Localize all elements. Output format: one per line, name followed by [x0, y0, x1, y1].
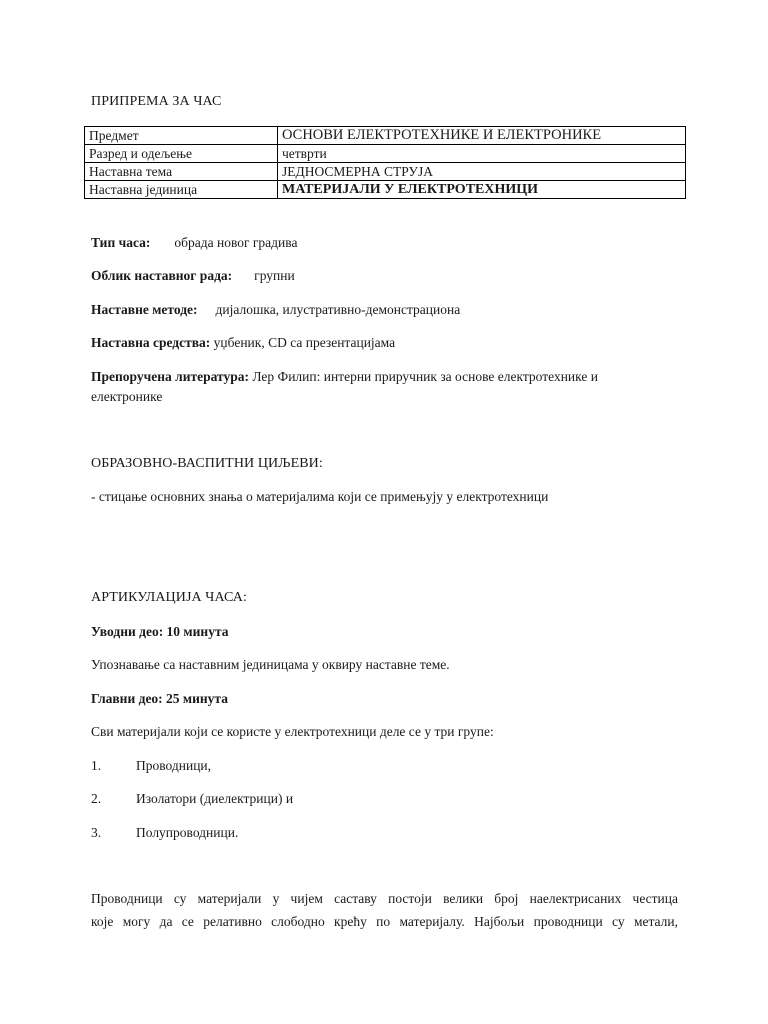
- goals-item: - стицање основних знања о материјалима који се примењују у електротехници: [91, 489, 549, 504]
- table-value: МАТЕРИЈАЛИ У ЕЛЕКТРОТЕХНИЦИ: [278, 181, 686, 199]
- table-value: ОСНОВИ ЕЛЕКТРОТЕХНИКЕ И ЕЛЕКТРОНИКЕ: [278, 127, 686, 145]
- conductors-paragraph-line: које могу да се релативно слободно крећу по материјалу. Најбољи проводници су метали,: [91, 914, 678, 929]
- table-row: [85, 181, 686, 199]
- field-value: дијалошка, илустративно-демонстрациона: [215, 302, 461, 317]
- field-teaching-tools: [91, 335, 395, 351]
- field-label: Тип часа:: [91, 235, 151, 250]
- intro-part-text: Упознавање са наставним јединицама у оквиру наставне теме.: [91, 657, 450, 672]
- field-label: Наставне методе:: [91, 302, 198, 317]
- goals-heading: ОБРАЗОВНО-ВАСПИТНИ ЦИЉЕВИ:: [91, 456, 323, 471]
- main-part-text: Сви материјали који се користе у електротехници деле се у три групе:: [91, 724, 494, 739]
- table-value: четврти: [278, 145, 686, 163]
- field-teaching-methods: [91, 302, 460, 318]
- list-item: Изолатори (диелектрици) и: [136, 791, 294, 806]
- field-lesson-type: [91, 235, 297, 251]
- field-label: Наставна средства:: [91, 335, 211, 350]
- list-item: Проводници,: [136, 758, 212, 773]
- table-label: Наставна јединица: [85, 181, 278, 199]
- list-item-number: 1.: [91, 758, 102, 773]
- table-label: Наставна тема: [85, 163, 278, 181]
- table-row: [85, 127, 686, 145]
- table-row: [85, 145, 686, 163]
- field-literature: [91, 369, 598, 385]
- list-item: Полупроводници.: [136, 825, 239, 840]
- field-value: обрада новог градива: [174, 235, 298, 250]
- table-label: Предмет: [85, 127, 278, 145]
- conductors-paragraph-line: Проводници су материјали у чијем саставу постоји велики број наелектрисаних честица: [91, 891, 678, 906]
- field-label: Препоручена литература:: [91, 369, 249, 384]
- table-row: [85, 163, 686, 181]
- field-value: групни: [254, 268, 295, 283]
- document-title: ПРИПРЕМА ЗА ЧАС: [91, 94, 222, 109]
- main-part-title: Главни део: 25 минута: [91, 691, 228, 706]
- lesson-info-table: [84, 126, 686, 199]
- articulation-heading: АРТИКУЛАЦИЈА ЧАСА:: [91, 590, 247, 605]
- field-literature-continued: електронике: [91, 389, 163, 404]
- table-value: ЈЕДНОСМЕРНА СТРУЈА: [278, 163, 686, 181]
- intro-part-title: Уводни део: 10 минута: [91, 624, 229, 639]
- list-item-number: 3.: [91, 825, 102, 840]
- field-work-form: [91, 268, 295, 284]
- list-item-number: 2.: [91, 791, 102, 806]
- field-label: Облик наставног рада:: [91, 268, 233, 283]
- field-value: Лер Филип: интерни приручник за основе електротехнике и: [252, 369, 598, 384]
- table-label: Разред и одељење: [85, 145, 278, 163]
- field-value: уџбеник, CD са презентацијама: [213, 335, 396, 350]
